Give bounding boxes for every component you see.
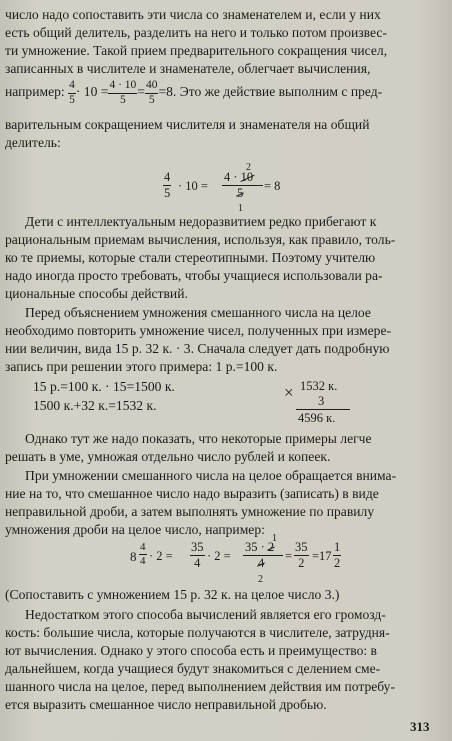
paragraph-3-line-1: Перед объяснением умножения смешанного числа на целое xyxy=(25,305,371,320)
paragraph-2-line-4: надо иногда просто требовать, чтобы учащиеся использовали ра- xyxy=(5,268,383,283)
paragraph-5-line-4: умножения дроби на целое число, например: xyxy=(5,522,265,537)
inline-fraction-2: $\frac{4 \cdot 10}{5}$ xyxy=(109,79,137,106)
paragraph-1-line-4: записанных в числителе и знаменателе, облегчает вычисления, xyxy=(5,61,371,76)
paragraph-1-line-3: ти умножение. Такой прием предварительного сокращения чисел, xyxy=(5,43,388,58)
paragraph-1-line-5 xyxy=(5,80,438,106)
paragraph-2-line-1: Дети с интеллектуальным недоразвитием редко прибегают к xyxy=(25,214,377,229)
display2-below: 2 xyxy=(258,574,263,585)
paragraph-2-line-2: рациональным приемам вычисления, используя, как правило, толь- xyxy=(5,232,396,247)
paragraph-5-line-3: неправильной дроби, а затем выполнять умножение по правилу xyxy=(5,504,375,519)
note: (Сопоставить с умножением 15 р. 32 к. на целое число 3.) xyxy=(5,587,340,602)
paragraph-6-line-2: кость: большие числа, которые получаются в числителе, затрудня- xyxy=(5,625,390,640)
display1-denominator: 5 xyxy=(237,186,244,200)
example-suffix: Это же действие выполним с пред- xyxy=(179,84,383,100)
inline-fraction-1: $\frac{4}{5}$ xyxy=(69,79,75,106)
paragraph-6-line-1: Недостатком этого способа вычислений является его громозд- xyxy=(25,607,386,622)
display2-mult-2: · 2 = xyxy=(207,549,231,563)
inline-result: =8. xyxy=(158,84,177,100)
inline-fraction-3: $\frac{40}{5}$ xyxy=(145,79,158,106)
paragraph-3-line-4: запись при решении этого примера: 1 р.=100 к. xyxy=(5,359,278,374)
paragraph-5-line-1: При умножении смешанного числа на целое обращается внима- xyxy=(25,468,397,483)
display2-numerator: 35 · 2 xyxy=(245,540,275,554)
paragraph-4-line-2: решать в уме, умножая отдельно число рублей и копеек. xyxy=(5,449,331,464)
display1-fraction: $\frac{4}{5}$ xyxy=(164,170,171,200)
paragraph-2-line-5: циональные способы действий. xyxy=(5,286,188,301)
paragraph-3-line-3: нии величин, вида 15 р. 32 к. · 3. Сначала следует дать подробную xyxy=(5,341,390,356)
column-sign: × xyxy=(284,383,294,402)
paragraph-5-line-2: ние на то, что смешанное число надо выразить (записать) в виде xyxy=(5,486,379,501)
paragraph-1-line-7: делитель: xyxy=(5,135,61,150)
display2-eq-2: =17 xyxy=(312,549,332,563)
calc-line-2: 1500 к.+32 к.=1532 к. xyxy=(33,398,157,413)
display2-fraction-5: $\frac{1}{2}$ xyxy=(334,540,341,570)
calc-line-1: 15 р.=100 к. · 15=1500 к. xyxy=(33,379,175,394)
display2-denominator: 4 xyxy=(258,556,265,570)
paragraph-1-line-2: есть общий делитель, разделить на него и только потом произвес- xyxy=(5,25,387,40)
inline-eq: = xyxy=(137,84,145,100)
paragraph-1-line-1: число надо сопоставить эти числа со знаменателем и, если у них xyxy=(5,7,381,22)
display1-result: = 8 xyxy=(264,179,281,193)
display2-eq: = xyxy=(285,549,293,563)
paragraph-6-line-5: шанного числа на целое, перед выполнением действия им потребу- xyxy=(5,679,395,694)
display2-above: 1 xyxy=(272,533,277,544)
example-prefix: например: xyxy=(5,84,65,100)
page-number: 313 xyxy=(410,719,430,734)
display2-whole: 8 xyxy=(130,549,137,564)
column-multiplier: 3 xyxy=(318,394,325,408)
display1-above: 2 xyxy=(246,162,251,173)
paragraph-3-line-2: необходимо повторить умножение чисел, полученных при измере- xyxy=(5,323,392,338)
display2-mult-1: · 2 = xyxy=(149,549,173,563)
paragraph-2-line-3: ко те приемы, которые стали стереотипными. Поэтому учителю xyxy=(5,250,376,265)
paragraph-1-line-6: варительным сокращением числителя и знаменателя на общий xyxy=(5,117,370,132)
column-top: 1532 к. xyxy=(300,379,338,393)
display2-fraction-4: $\frac{35}{2}$ xyxy=(295,540,308,570)
display1-numerator: 4 · 10 xyxy=(224,170,254,184)
paragraph-4-line-1: Однако тут же надо показать, что некоторые примеры легче xyxy=(25,431,372,446)
inline-mult: · 10 = xyxy=(75,84,109,100)
display2-fraction-1: $\frac{4}{4}$ xyxy=(140,541,146,567)
paragraph-6-line-3: ют вычисления. Однако у этого способа есть и преимущество: в xyxy=(5,643,377,658)
column-result: 4596 к. xyxy=(298,411,336,425)
display2-fraction-2: $\frac{35}{4}$ xyxy=(191,540,204,570)
paragraph-6-line-6: ется выразить смешанное число неправильной дробью. xyxy=(5,697,327,712)
paragraph-6-line-4: дальнейшем, когда учащиеся будут знакомиться с делением сме- xyxy=(5,661,381,676)
display1-mult: · 10 = xyxy=(178,179,208,193)
display1-below: 1 xyxy=(238,203,243,214)
